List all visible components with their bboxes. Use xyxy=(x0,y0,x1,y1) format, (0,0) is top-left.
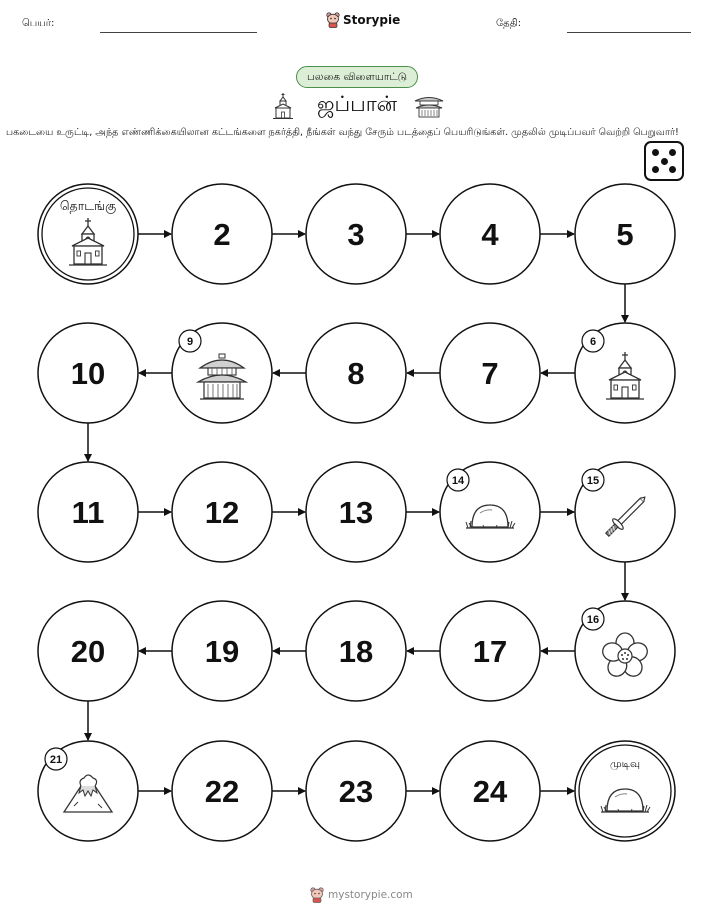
footer xyxy=(310,887,413,903)
board-square-19 xyxy=(172,601,272,701)
name-label: பெயர்: xyxy=(22,18,55,29)
square-number: 10 xyxy=(70,356,106,391)
board-square-3 xyxy=(306,184,406,284)
board-square-22 xyxy=(172,741,272,841)
square-number: 9 xyxy=(186,336,194,348)
instructions-text: பகடையை உருட்டி, அந்த எண்ணிக்கையிலான கட்டங்களை நகர்த்தி, நீங்கள் வந்து சேரும் படத்தைப் பெயரிடுங்கள். முதலில் முடிப்பவர் வெற்றி பெறுவார்! xyxy=(6,127,679,138)
board-square-12 xyxy=(172,462,272,562)
board-square-7 xyxy=(440,323,540,423)
square-number: 3 xyxy=(347,217,365,252)
square-number: 2 xyxy=(213,217,231,252)
board-square-16 xyxy=(575,601,675,701)
square-number: 11 xyxy=(71,495,105,530)
square-number: 4 xyxy=(481,217,499,252)
board-square-11 xyxy=(38,462,138,562)
board-square-5 xyxy=(575,184,675,284)
board-squares xyxy=(38,184,675,841)
board-square-15 xyxy=(575,462,675,562)
square-number: 12 xyxy=(204,495,240,530)
mascot-icon xyxy=(310,887,324,903)
board-square-17 xyxy=(440,601,540,701)
board-square-8 xyxy=(306,323,406,423)
square-number: 20 xyxy=(70,634,106,669)
board-square-24 xyxy=(440,741,540,841)
square-number: 6 xyxy=(589,336,597,348)
square-number: 18 xyxy=(338,634,374,669)
board-square-14 xyxy=(440,462,540,562)
square-number: 23 xyxy=(338,774,374,809)
board-square-1 xyxy=(38,184,138,284)
board-square-6 xyxy=(575,323,675,423)
square-number: 14 xyxy=(451,475,465,487)
finish-label: முடிவு xyxy=(609,758,641,770)
board-square-9 xyxy=(172,323,272,423)
date-label: தேதி: xyxy=(496,18,522,29)
board-square-10 xyxy=(38,323,138,423)
board-square-4 xyxy=(440,184,540,284)
board-square-18 xyxy=(306,601,406,701)
square-number: 8 xyxy=(347,356,365,391)
board-square-21 xyxy=(38,741,138,841)
page-title: ஜப்பான் xyxy=(316,92,398,116)
board-square-23 xyxy=(306,741,406,841)
start-label: தொடங்கு xyxy=(59,198,117,213)
square-number: 5 xyxy=(616,217,634,252)
game-type-badge: பலகை விளையாட்டு xyxy=(296,66,418,88)
square-number: 21 xyxy=(49,754,63,766)
square-number: 24 xyxy=(472,774,508,809)
square-number: 13 xyxy=(338,495,374,530)
board-square-13 xyxy=(306,462,406,562)
square-number: 22 xyxy=(204,774,240,809)
square-number: 7 xyxy=(481,356,499,391)
square-number: 19 xyxy=(204,634,240,669)
square-number: 15 xyxy=(586,475,600,487)
board-square-20 xyxy=(38,601,138,701)
footer-site: mystorypie.com xyxy=(328,889,413,901)
brand-name: Storypie xyxy=(343,13,401,27)
square-number: 16 xyxy=(586,614,600,626)
board-square-2 xyxy=(172,184,272,284)
square-number: 17 xyxy=(472,634,508,669)
board-square-25 xyxy=(575,741,675,841)
